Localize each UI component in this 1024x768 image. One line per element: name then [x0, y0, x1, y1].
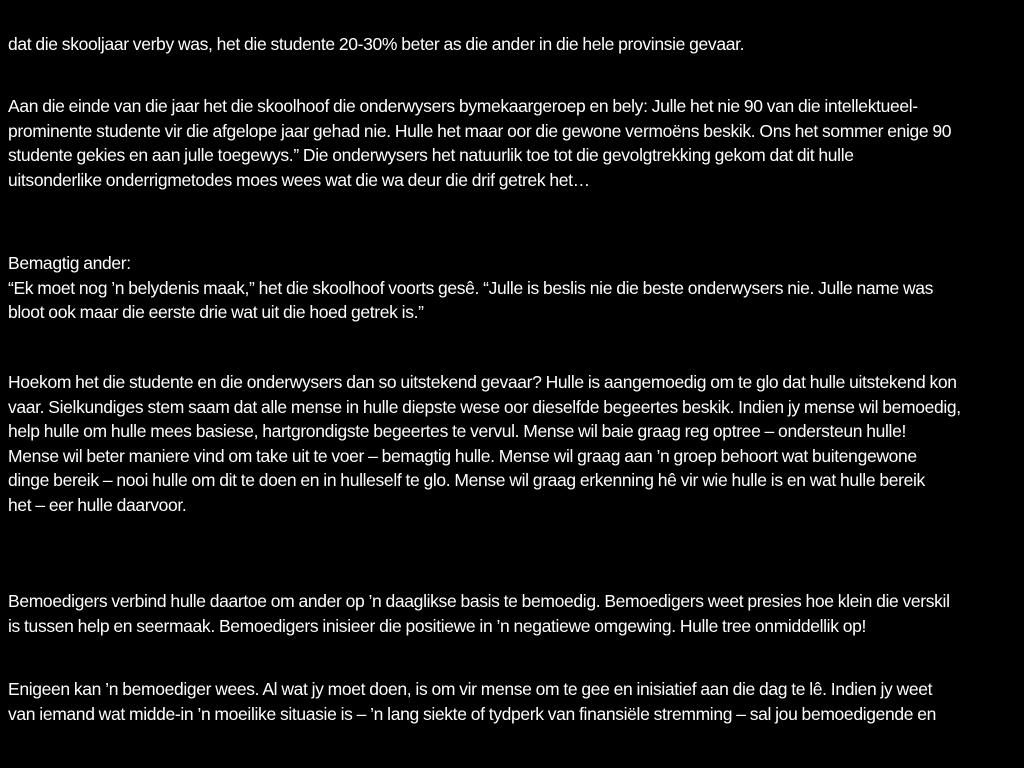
text-line: Bemoedigers verbind hulle daartoe om ander op ’n daaglikse basis te bemoedig. Bemoedigers weet presies hoe klein die verskil [8, 591, 950, 611]
text-line: Aan die einde van die jaar het die skoolhoof die onderwysers bymekaargeroep en bely: Julle het nie 90 van die intellektueel- [8, 96, 918, 116]
text-line: het – eer hulle daarvoor. [8, 494, 187, 515]
paragraph-anyone-can [8, 677, 1020, 726]
text-line: help hulle om hulle mees basiese, hartgrondigste begeertes te vervul. Mense wil baie graag reg optree – ondersteun hulle! [8, 421, 906, 442]
text-line: bloot ook maar die eerste drie wat uit die hoed getrek is.” [8, 302, 424, 323]
text-line: dinge bereik – nooi hulle om dit te doen en in hulleself te glo. Mense wil graag erkenning hê vir wie hulle is en wat hulle bereik [8, 470, 925, 491]
text-line: Enigeen kan ’n bemoediger wees. Al wat jy moet doen, is om vir mense om te gee en inisiatief aan die dag te lê. Indien jy weet [8, 679, 933, 699]
text-line: Mense wil beter maniere vind om take uit te voer – bemagtig hulle. Mense wil graag aan ’n groep behoort wat buitengewone [8, 445, 917, 466]
text-line: studente gekies en aan julle toegewys.” Die onderwysers het natuurlik toe tot die gevolgtrekking gekom dat dit hulle [8, 145, 854, 166]
paragraph-empower-others [8, 251, 1020, 325]
paragraph-why-excellent [8, 370, 1020, 518]
paragraph-principal-confession [8, 94, 1020, 192]
text-line: dat die skooljaar verby was, het die studente 20-30% beter as die ander in die hele provinsie gevaar. [8, 34, 745, 54]
paragraph-encouragers [8, 589, 1020, 638]
text-line: prominente studente vir die afgelope jaar gehad nie. Hulle het maar oor die gewone vermoëns beskik. Ons het sommer enige 90 [8, 120, 952, 141]
text-line: uitsonderlike onderrigmetodes moes wees wat die wa deur die drif getrek het… [8, 169, 590, 190]
text-line: van iemand wat midde-in ’n moeilike situasie is – ’n lang siekte of tydperk van finansiële stremming – sal jou bemoedigende en [8, 703, 937, 724]
text-line: “Ek moet nog ’n belydenis maak,” het die skoolhoof voorts gesê. “Julle is beslis nie die beste onderwysers nie. Julle name was [8, 277, 934, 298]
text-line: is tussen help en seermaak. Bemoedigers inisieer die positiewe in ’n negatiewe omgewing. Hulle tree onmiddellik op! [8, 615, 867, 636]
text-line: Hoekom het die studente en die onderwysers dan so uitstekend gevaar? Hulle is aangemoedig om te glo dat hulle uitstekend kon [8, 372, 957, 392]
text-line: Bemagtig ander: [8, 253, 131, 273]
text-line: vaar. Sielkundiges stem saam dat alle mense in hulle diepste wese oor dieselfde begeertes beskik. Indien jy mense wil bemoedig, [8, 396, 961, 417]
paragraph-intro-result [8, 32, 1020, 57]
